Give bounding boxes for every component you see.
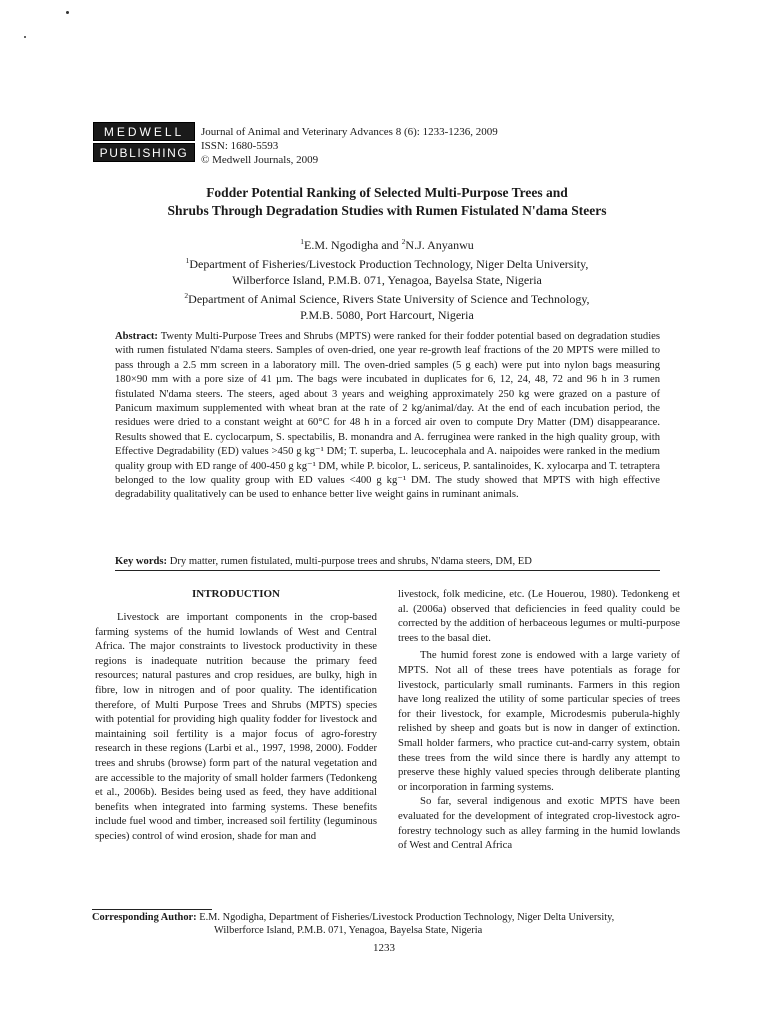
affiliation-2-line-2: P.M.B. 5080, Port Harcourt, Nigeria <box>300 308 474 322</box>
author-names <box>92 234 682 253</box>
publisher-logo <box>93 122 195 162</box>
abstract-text: Twenty Multi-Purpose Trees and Shrubs (MPTS) were ranked for their fodder potential based on degradation studies with rumen fistulated N'dama steers. Samples of oven-dried, one year re-growth leaf fractions of the 20 MPTS were milled to pass through a 2.5 mm screen in a laboratory mill. The oven-dried samples (5 g each) were put into nylon bags measuring 180×90 mm with a pore size of 41 µm. The bags were incubated in duplicates for 6, 12, 24, 48, 72 and 96 h in 3 rumen fistulated N'dama steers. The steers, aged about 3 years and weighing approximately 250 kg were grazed on a pasture of Panicum maximum supplemented with wheat bran at the rate of 2 kg/animal/day. At the end of each incubation period, the residues were dried to a constant weight at 60°C for 48 h in a forced air oven to compute Dry Matter (DM) disappearance. Results showed that E. cyclocarpum, S. spectabilis, B. monandra and A. ferruginea were ranked in the high quality group, with Effective Degradability (ED) values >450 g kg⁻¹ DM; T. superba, L. leucocephala and A. naipoides were ranked in the medium quality group with ED range of 400-450 g kg⁻¹ DM, while P. bicolor, L. sericeus, P. santalinoides, K. xylocarpa and T. tetraptera belonged to the low quality group with ED values <400 g kg⁻¹ DM. The study showed that MPTS with high effective degradability qualitatively can be used to enhance better live weight gains in ruminant animals. <box>115 331 660 501</box>
footnote-line-2: Wilberforce Island, P.M.B. 071, Yenagoa, Bayelsa State, Nigeria <box>214 925 483 936</box>
title-line-1: Fodder Potential Ranking of Selected Multi-Purpose Trees and <box>206 185 568 200</box>
affiliation-1-line-2: Wilberforce Island, P.M.B. 071, Yenagoa, Bayelsa State, Nigeria <box>232 273 542 287</box>
affiliation-2-sup: 2 <box>184 291 189 300</box>
affiliation-1-line-1 <box>92 253 682 272</box>
logo-text-top: MEDWELL <box>93 122 195 141</box>
keywords-label: Key words: <box>115 556 168 567</box>
author-1-sup: 1 <box>300 237 304 246</box>
title-line-2: Shrubs Through Degradation Studies with Rumen Fistulated N'dama Steers <box>167 203 607 218</box>
journal-issn: ISSN: 1680-5593 <box>201 140 279 152</box>
author-block <box>92 234 682 323</box>
section-heading: INTRODUCTION <box>191 588 280 600</box>
keywords <box>115 555 660 569</box>
page-number: 1233 <box>373 942 395 954</box>
paragraph: So far, several indigenous and exotic MPTS have been evaluated for the development of integrated crop-livestock agro-forestry technology such as alley farming in the humid lowlands of West and Central Africa <box>398 795 680 852</box>
right-column <box>398 587 680 853</box>
corresponding-author-note <box>92 911 682 937</box>
footnote-divider <box>92 909 212 910</box>
abstract-label: Abstract: <box>115 331 158 342</box>
paragraph: Livestock are important components in the crop-based farming systems of the humid lowlands of West and Central Africa. The major constraints to livestock productivity in these regions is inadequate nutrition because the primary feed resources; natural pastures and crop residues, are bulky, high in fibre, low in nitrogen and of poor quality. The identification therefore, of Multi Purpose Trees and Shrubs (MPTS) species with potential for providing high quality fodder for livestock and maintaining soil fertility is a major focus of agro-forestry research in these regions (Larbi et al., 1997, 1998, 2000). Fodder trees and shrubs (browse) form part of the natural vegetation and are accessible to the majority of small holder farmers (Tedonkeng et al., 2006b). Besides being used as feed, they have additional benefits when integrated into farming systems. These benefits include fuel wood and timber, increased soil fertility (leguminous species) control of wind erosion, shade for man and <box>95 611 377 842</box>
author-1: E.M. Ngodigha and <box>304 238 402 252</box>
paragraph: livestock, folk medicine, etc. (Le Houerou, 1980). Tedonkeng et al. (2006a) observed that deficiencies in feed quality could be corrected by the addition of herbaceous legumes or multi-purpose trees to the basal diet. <box>398 588 680 644</box>
footnote-text-1: E.M. Ngodigha, Department of Fisheries/Livestock Production Technology, Niger Delta University, <box>199 912 615 923</box>
affiliation-2-text: Department of Animal Science, Rivers State University of Science and Technology, <box>188 292 590 306</box>
logo-text-bottom: PUBLISHING <box>93 143 195 162</box>
paper-title <box>92 184 682 220</box>
paragraph: The humid forest zone is endowed with a large variety of MPTS. Not all of these trees have potentials as forage for livestock, particularly small ruminants. Farmers in this region have long realized the utility of some particular species of trees for their livestock, for example, Microdesmis puberula-highly relished by sheep and goats but is now in danger of extinction. Small holder farmers, who practice cut-and-carry system, obtain these trees from the wild since there is hardly any attempt to preserve these highly valued species through deliberate planting or incorporation in farming systems. <box>398 649 680 793</box>
affiliation-2-line-1 <box>92 288 682 307</box>
journal-citation: Journal of Animal and Veterinary Advances 8 (6): 1233-1236, 2009 <box>201 126 498 138</box>
scan-speck <box>24 36 26 38</box>
footnote-line-1 <box>92 911 682 924</box>
affiliation-1-sup: 1 <box>185 256 190 265</box>
abstract <box>115 330 660 503</box>
journal-info <box>201 125 498 167</box>
footnote-label: Corresponding Author: <box>92 912 197 923</box>
affiliation-1-text: Department of Fisheries/Livestock Production Technology, Niger Delta University, <box>189 257 589 271</box>
journal-copyright: © Medwell Journals, 2009 <box>201 154 319 166</box>
keywords-divider <box>115 570 660 571</box>
left-column <box>95 587 377 844</box>
keywords-text: Dry matter, rumen fistulated, multi-purpose trees and shrubs, N'dama steers, DM, ED <box>169 556 532 567</box>
scan-speck <box>66 11 69 14</box>
author-2: N.J. Anyanwu <box>405 238 474 252</box>
author-2-sup: 2 <box>401 237 406 246</box>
